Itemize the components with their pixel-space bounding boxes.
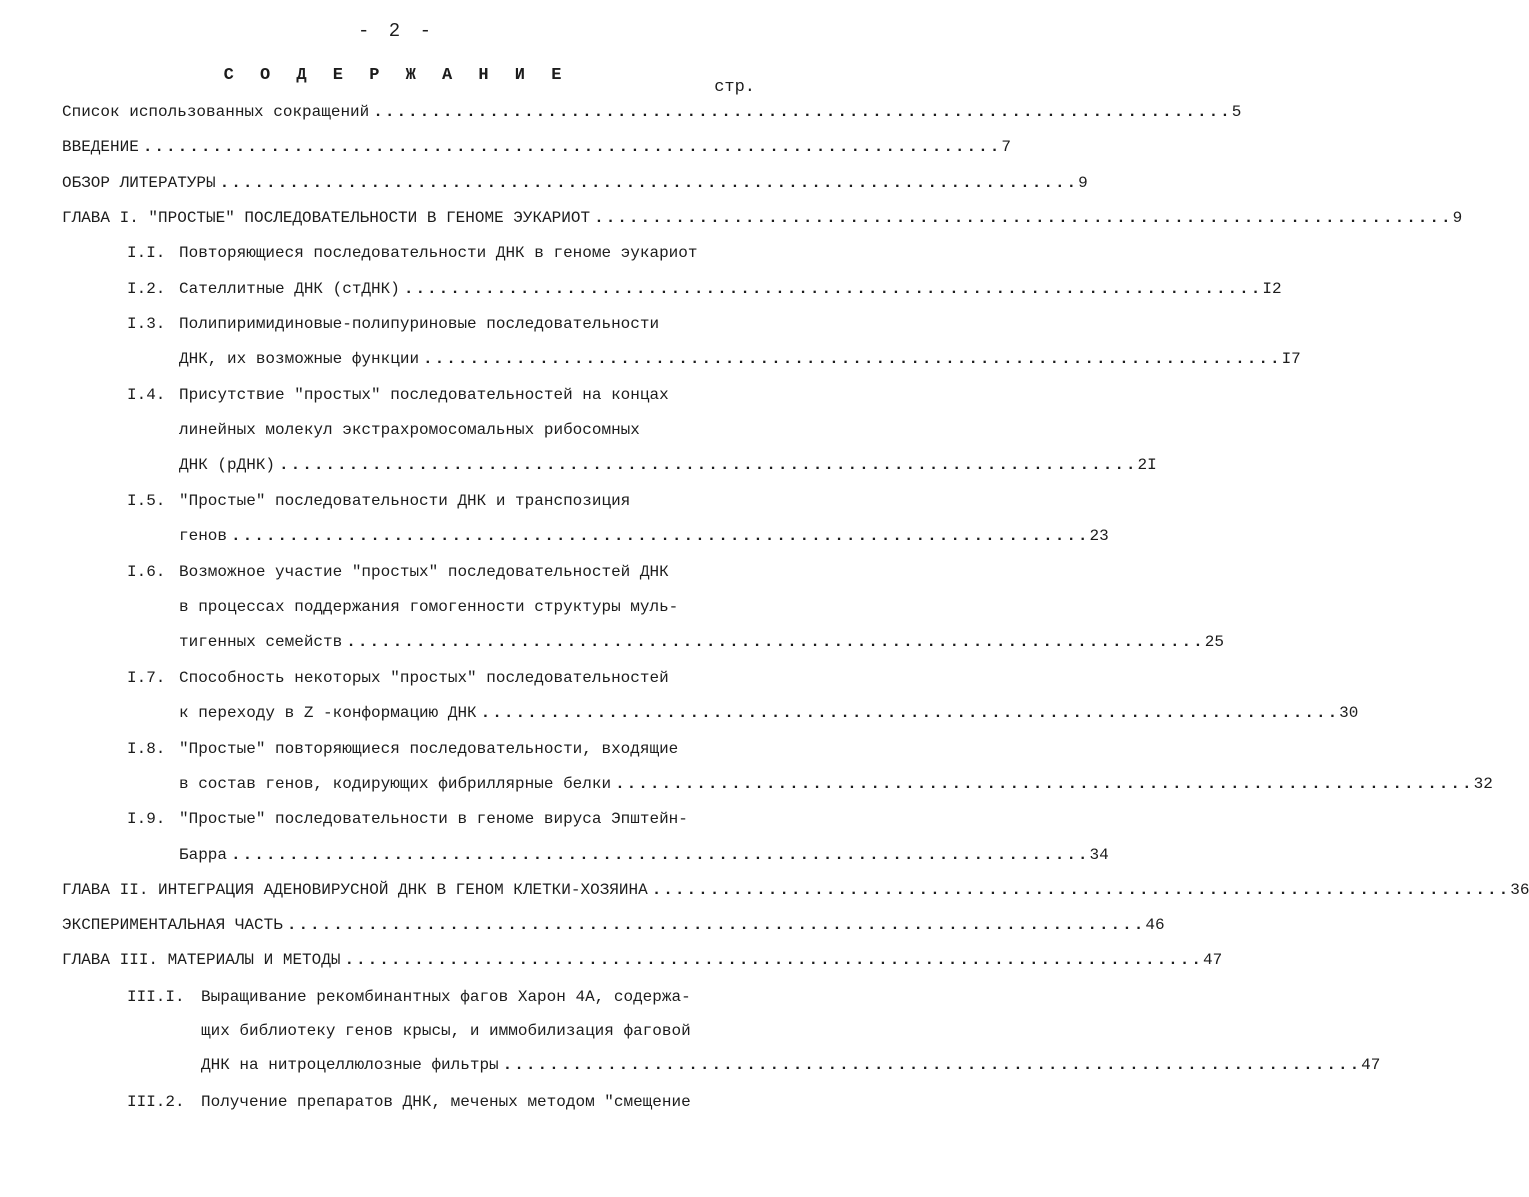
toc-entry-text: "Простые" последовательности ДНК и транспозиция (179, 492, 631, 510)
toc-entry-line (179, 419, 760, 441)
leader-dots: .......................................................................... (373, 103, 1232, 121)
section-number: I.5. (127, 492, 166, 510)
toc-entry (62, 136, 1011, 158)
leader-dots: .......................................................................... (142, 138, 1002, 156)
toc-entry-text: генов (179, 527, 228, 545)
toc-entry-text: ЭКСПЕРИМЕНТАЛЬНАЯ ЧАСТЬ (62, 916, 283, 934)
toc-entry-text: Получение препаратов ДНК, меченых методом "смещение (201, 1093, 691, 1111)
toc-entry-page: 34 (1089, 846, 1109, 864)
toc-entry (179, 702, 1359, 724)
toc-entry-page: I7 (1281, 350, 1301, 368)
toc-entry-text: ДНК, их возможные функции (179, 350, 420, 368)
leader-dots: .......................................................................... (231, 527, 1090, 545)
leader-dots: .......................................................................... (651, 881, 1511, 899)
toc-entry-text: ГЛАВА III. МАТЕРИАЛЫ И МЕТОДЫ (62, 951, 341, 969)
toc-entry-page: I2 (1262, 280, 1282, 298)
page-title: С О Д Е Р Ж А Н И Е (223, 66, 570, 85)
toc-entry (62, 879, 1529, 901)
toc-entry-text: Список использованных сокращений (62, 103, 370, 121)
toc-entry-text: в процессах поддержания гомогенности структуры муль- (179, 598, 679, 616)
leader-dots: .......................................................................... (344, 951, 1203, 969)
toc-entry (62, 101, 1242, 123)
toc-entry-line (179, 808, 760, 830)
toc-entry-text: Возможное участие "простых" последовательностей ДНК (179, 563, 669, 581)
toc-entry-text: ВВЕДЕНИЕ (62, 138, 139, 156)
toc-entry-page: 47 (1361, 1056, 1381, 1074)
toc-entry (179, 844, 1109, 866)
toc-entry-line (179, 490, 760, 512)
toc-entry-text: Барра (179, 846, 228, 864)
toc-entry-line (179, 561, 760, 583)
page-number: - 2 - (357, 20, 435, 42)
leader-dots: .......................................................................... (231, 846, 1090, 864)
toc-entry-page: 32 (1473, 775, 1493, 793)
toc-entry-text: линейных молекул экстрахромосомальных рибосомных (179, 421, 640, 439)
toc-entry (62, 949, 1223, 971)
leader-dots: .......................................................................... (423, 350, 1282, 368)
toc-entry-text: к переходу в Z -конформацию ДНК (179, 704, 477, 722)
toc-entry-text: Сателлитные ДНК (стДНК) (179, 280, 400, 298)
page-column-header: стр. (714, 78, 755, 97)
leader-dots: .......................................................................... (279, 456, 1138, 474)
toc-entry (62, 914, 1165, 936)
section-number: III.2. (127, 1093, 185, 1111)
leader-dots: .......................................................................... (594, 209, 1453, 227)
toc-entry-text: в состав генов, кодирующих фибриллярные белки (179, 775, 612, 793)
toc-entry-page: 9 (1078, 174, 1088, 192)
toc-entry (62, 207, 1463, 229)
toc-entry-text: "Простые" повторяющиеся последовательности, входящие (179, 740, 679, 758)
toc-entry-line (201, 1091, 760, 1113)
toc-entry-line (201, 986, 760, 1008)
toc-entry-text: Повторяющиеся последовательности ДНК в геноме эукариот (179, 244, 698, 262)
leader-dots: .......................................................................... (403, 280, 1263, 298)
toc-entry-text: Способность некоторых "простых" последовательностей (179, 669, 669, 687)
toc-entry (179, 773, 1493, 795)
toc-entry-line (179, 384, 760, 406)
toc-entry-page: 9 (1452, 209, 1463, 227)
leader-dots: .......................................................................... (615, 775, 1474, 793)
toc-entry-text: ДНК (рДНК) (179, 456, 276, 474)
section-number: III.I. (127, 988, 185, 1006)
section-number: I.9. (127, 810, 166, 828)
toc-entry-text: ОБЗОР ЛИТЕРАТУРЫ (62, 174, 216, 192)
toc-entry-line (179, 738, 760, 760)
toc-entry (179, 454, 1157, 476)
toc-entry-text: тигенных семейств (179, 633, 343, 651)
toc-entry-page: 25 (1204, 633, 1224, 651)
section-number: I.6. (127, 563, 166, 581)
toc-entry-page: 30 (1339, 704, 1359, 722)
leader-dots: .......................................................................... (502, 1056, 1362, 1074)
toc-entry (179, 348, 1301, 370)
toc-entry-text: ДНК на нитроцеллюлозные фильтры (201, 1056, 499, 1074)
toc-entry (179, 242, 760, 264)
toc-entry (62, 172, 1088, 194)
toc-entry (201, 1054, 1381, 1076)
toc-entry-page: 5 (1231, 103, 1242, 121)
toc-entry-line (179, 596, 760, 618)
toc-entry-line (179, 313, 760, 335)
leader-dots: .......................................................................... (219, 174, 1079, 192)
toc-entry (179, 525, 1109, 547)
section-number: I.7. (127, 669, 166, 687)
toc-entry-text: щих библиотеку генов крысы, и иммобилизация фаговой (201, 1022, 691, 1040)
toc-entry-line (201, 1020, 760, 1042)
toc-entry (179, 631, 1224, 653)
toc-entry-page: 2I (1137, 456, 1157, 474)
toc-entry-page: 46 (1145, 916, 1165, 934)
section-number: I.3. (127, 315, 166, 333)
leader-dots: .......................................................................... (346, 633, 1205, 651)
toc-entry-text: ГЛАВА II. ИНТЕГРАЦИЯ АДЕНОВИРУСНОЙ ДНК В ГЕНОМ КЛЕТКИ-ХОЗЯИНА (62, 881, 648, 899)
leader-dots: .......................................................................... (286, 916, 1146, 934)
section-number: I.I. (127, 244, 166, 262)
section-number: I.4. (127, 386, 166, 404)
toc-entry-text: ГЛАВА I. "ПРОСТЫЕ" ПОСЛЕДОВАТЕЛЬНОСТИ В ГЕНОМЕ ЭУКАРИОТ (62, 209, 591, 227)
toc-entry-text: Присутствие "простых" последовательностей на концах (179, 386, 669, 404)
toc-entry-page: 23 (1089, 527, 1109, 545)
toc-entry-page: 36 (1510, 881, 1529, 899)
toc-entry-text: Выращивание рекомбинантных фагов Харон 4А, содержа- (201, 988, 691, 1006)
toc-entry (179, 278, 1282, 300)
section-number: I.8. (127, 740, 166, 758)
toc-entry-page: 47 (1202, 951, 1223, 969)
toc-entry-page: 7 (1001, 138, 1011, 156)
section-number: I.2. (127, 280, 166, 298)
toc-entry-text: "Простые" последовательности в геноме вируса Эпштейн- (179, 810, 688, 828)
toc-entry-line (179, 667, 760, 689)
leader-dots: .......................................................................... (480, 704, 1340, 722)
toc-entry-text: Полипиримидиновые-полипуриновые последовательности (179, 315, 660, 333)
